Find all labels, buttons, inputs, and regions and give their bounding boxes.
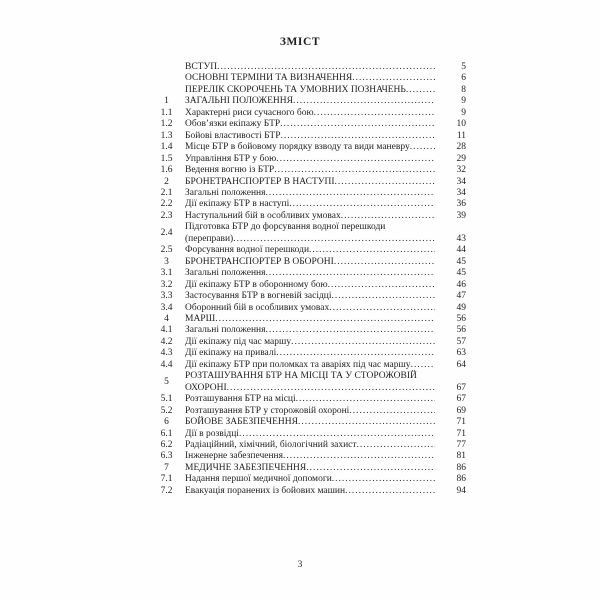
toc-entry-text: Радіаційний, хімічний, біологічний захист: [185, 439, 357, 450]
dot-leader: [266, 188, 436, 199]
toc-entry-title: [185, 474, 435, 485]
toc-entry-page: 44: [456, 245, 466, 256]
toc-entry: [148, 440, 466, 451]
toc-entry: [148, 417, 466, 428]
toc-entry-title: [185, 245, 435, 256]
toc-entry-page: 32: [456, 165, 466, 176]
toc-entry-page: 71: [456, 428, 466, 439]
toc-entry-line: [185, 165, 435, 176]
toc-entry-text: Форсування водної перешкоди: [185, 245, 310, 256]
toc-entry-page: 43: [456, 233, 466, 244]
toc-entry: [148, 188, 466, 199]
toc-entry-text: БРОНЕТРАНСПОРТЕР В ОБОРОНІ: [185, 256, 334, 267]
toc-entry-line: [185, 406, 435, 417]
toc-entry-title: [185, 337, 435, 348]
toc-entry-page: 71: [456, 417, 466, 428]
toc-entry-text: Розташування БТР на місці: [185, 394, 296, 405]
toc-entry: [148, 85, 466, 96]
toc-entry-text: Бойові властивості БТР: [185, 130, 281, 141]
toc-entry: [148, 257, 466, 268]
toc-entry-title: [185, 73, 435, 84]
toc-entry: [148, 222, 466, 245]
toc-entry-page: 69: [456, 405, 466, 416]
toc-entry-title: [185, 406, 435, 417]
toc-entry: [148, 451, 466, 462]
toc-entry-number: 2.5: [160, 245, 173, 256]
toc-entry-number: 1.6: [160, 165, 173, 176]
toc-entry-title: [185, 85, 435, 96]
toc-list: [148, 62, 466, 497]
toc-entry-text: Загальні положення: [185, 268, 266, 279]
toc-entry-title: [185, 371, 435, 394]
toc-entry: [148, 154, 466, 165]
toc-entry-line: [185, 85, 435, 96]
toc-entry-line: [185, 463, 435, 474]
toc-entry-number: 4.1: [160, 325, 173, 336]
toc-entry-number: 4.2: [160, 336, 173, 347]
toc-entry: [148, 325, 466, 336]
dot-leader: [227, 383, 435, 394]
toc-entry-line: [185, 268, 435, 279]
toc-entry-text: Дії екіпажу на привалі: [185, 348, 277, 359]
dot-leader: [276, 154, 435, 165]
toc-entry-page: 45: [456, 256, 466, 267]
toc-entry-title: [185, 463, 435, 474]
toc-entry-number: 2.2: [160, 199, 173, 210]
toc-entry-line: [185, 131, 435, 142]
toc-entry-number: 6: [164, 417, 169, 428]
toc-entry-line: [185, 96, 435, 107]
toc-entry-page: 57: [456, 336, 466, 347]
toc-entry-title: [185, 142, 435, 153]
toc-entry: [148, 165, 466, 176]
toc-entry-text: РОЗТАШУВАННЯ БТР НА МІСЦІ ТА У СТОРОЖОВІЙ: [185, 371, 417, 382]
dot-leader: [335, 177, 435, 188]
toc-entry-number: 2.1: [160, 187, 173, 198]
toc-entry-number: 4: [164, 313, 169, 324]
toc-entry-title: [185, 417, 435, 428]
toc-entry-text: Розташування БТР у сторожовій охороні: [185, 405, 350, 416]
toc-entry-title: [185, 108, 435, 119]
toc-entry-line: [185, 474, 435, 485]
toc-entry-number: 1.2: [160, 119, 173, 130]
toc-entry-text: Інженерне забезпечення: [185, 451, 283, 462]
toc-entry-line: [185, 62, 435, 73]
dot-leader: [309, 245, 435, 256]
toc-entry-text: Характерні риси сучасного бою: [185, 107, 314, 118]
dot-leader: [296, 394, 435, 405]
toc-entry-title: [185, 199, 435, 210]
toc-entry-line: [185, 188, 435, 199]
toc-entry-page: 6: [461, 73, 466, 84]
dot-leader: [266, 268, 436, 279]
toc-entry-line: [185, 211, 435, 222]
toc-entry-title: [185, 119, 435, 130]
toc-entry-title: [185, 211, 435, 222]
toc-entry: [148, 96, 466, 107]
toc-entry-text: Наступальний бій в особливих умовах: [185, 210, 341, 221]
toc-entry-text: Підготовка БТР до форсування водної перешкоди: [185, 222, 386, 233]
toc-entry-text: Дії екіпажу БТР при поломках та аваріях під час маршу: [185, 359, 411, 370]
page-title: ЗМІСТ: [279, 36, 321, 48]
toc-entry-title: [185, 96, 435, 107]
dot-leader: [406, 85, 435, 96]
toc-entry-page: 47: [456, 291, 466, 302]
dot-leader: [283, 451, 435, 462]
dot-leader: [276, 348, 435, 359]
toc-entry-page: 67: [456, 394, 466, 405]
toc-entry-page: 9: [461, 96, 466, 107]
toc-entry-number: 1: [164, 96, 169, 107]
toc-entry-page: 10: [456, 119, 466, 130]
toc-entry: [148, 360, 466, 371]
toc-entry-page: 56: [456, 313, 466, 324]
toc-entry-text: Дії екіпажу під час маршу: [185, 336, 292, 347]
toc-entry-page: 86: [456, 462, 466, 473]
toc-entry-text: Застосування БТР в вогневій засідці: [185, 291, 332, 302]
toc-entry-number: 7.1: [160, 474, 173, 485]
dot-leader: [233, 234, 435, 245]
toc-entry-line: [185, 383, 435, 394]
toc-entry-number: 4.4: [160, 359, 173, 370]
toc-entry-page: 86: [456, 474, 466, 485]
dot-leader: [217, 62, 435, 73]
dot-leader: [341, 211, 435, 222]
dot-leader: [266, 325, 436, 336]
toc-entry: [148, 62, 466, 73]
dot-leader: [332, 291, 435, 302]
dot-leader: [349, 406, 435, 417]
toc-entry-number: 3.4: [160, 302, 173, 313]
toc-entry-text: Дії в розвідці: [185, 428, 239, 439]
toc-entry-page: 45: [456, 268, 466, 279]
toc-entry-line: [185, 371, 435, 382]
toc-entry-page: 39: [456, 210, 466, 221]
toc-entry-line: [185, 360, 435, 371]
toc-entry-number: 6.2: [160, 439, 173, 450]
toc-entry: [148, 394, 466, 405]
toc-entry-number: 5.1: [160, 394, 173, 405]
toc-entry: [148, 268, 466, 279]
toc-entry-title: [185, 257, 435, 268]
toc-entry-title: [185, 440, 435, 451]
toc-entry: [148, 406, 466, 417]
toc-entry-line: [185, 348, 435, 359]
toc-entry-text: (переправи): [185, 233, 234, 244]
toc-entry-page: 63: [456, 348, 466, 359]
toc-entry-number: 3.2: [160, 279, 173, 290]
toc-entry-text: Дії екіпажу БТР в наступі: [185, 199, 290, 210]
toc-entry-text: Оборонний бій в особливих умовах: [185, 302, 330, 313]
dot-leader: [293, 96, 435, 107]
toc-entry-page: 34: [456, 176, 466, 187]
toc-entry-title: [185, 291, 435, 302]
toc-entry-title: [185, 131, 435, 142]
toc-entry-title: [185, 154, 435, 165]
toc-entry: [148, 177, 466, 188]
dot-leader: [328, 280, 435, 291]
toc-entry: [148, 474, 466, 485]
toc-entry-line: [185, 429, 435, 440]
toc-entry-text: Загальні положення: [185, 325, 266, 336]
toc-entry-line: [185, 245, 435, 256]
toc-entry-page: 56: [456, 325, 466, 336]
toc-entry-page: 94: [456, 485, 466, 496]
toc-entry: [148, 348, 466, 359]
toc-entry-page: 8: [461, 84, 466, 95]
toc-entry-text: МАРШ: [185, 313, 216, 324]
toc-entry-text: БРОНЕТРАНСПОРТЕР В НАСТУПІ: [185, 176, 335, 187]
toc-entry: [148, 199, 466, 210]
toc-entry-number: 6.1: [160, 428, 173, 439]
toc-entry-line: [185, 119, 435, 130]
toc-entry-page: 34: [456, 187, 466, 198]
toc-entry-number: 3.1: [160, 268, 173, 279]
toc-entry-line: [185, 325, 435, 336]
toc-entry: [148, 142, 466, 153]
toc-entry: [148, 73, 466, 84]
toc-entry: [148, 291, 466, 302]
toc-entry-title: [185, 486, 435, 497]
dot-leader: [215, 314, 435, 325]
toc-entry-number: 1.5: [160, 153, 173, 164]
toc-entry-text: Загальні положення: [185, 187, 266, 198]
toc-entry-title: [185, 360, 435, 371]
toc-entry-text: Надання першої медичної допомоги: [185, 474, 332, 485]
toc-entry-title: [185, 429, 435, 440]
toc-entry: [148, 211, 466, 222]
toc-entry-line: [185, 280, 435, 291]
toc-entry-text: Обов’язки екіпажу БТР: [185, 119, 281, 130]
toc-entry-title: [185, 325, 435, 336]
toc-entry-title: [185, 177, 435, 188]
toc-entry-text: Управління БТР у бою: [185, 153, 277, 164]
toc-entry-text: МЕДИЧНЕ ЗАБЕЗПЕЧЕННЯ: [185, 462, 307, 473]
dot-leader: [314, 108, 435, 119]
toc-entry: [148, 337, 466, 348]
dot-leader: [329, 303, 435, 314]
toc-entry-line: [185, 417, 435, 428]
dot-leader: [280, 119, 435, 130]
toc-entry-page: 49: [456, 302, 466, 313]
toc-entry-page: 29: [456, 153, 466, 164]
toc-entry-text: БОЙОВЕ ЗАБЕЗПЕЧЕННЯ: [185, 417, 298, 428]
toc-entry-page: 9: [461, 107, 466, 118]
dot-leader: [345, 486, 435, 497]
toc-entry-line: [185, 154, 435, 165]
toc-entry-number: 7: [164, 462, 169, 473]
toc-entry-page: 81: [456, 451, 466, 462]
toc-entry-page: 64: [456, 359, 466, 370]
toc-entry-text: Дії екіпажу БТР в оборонному бою: [185, 279, 328, 290]
toc-entry: [148, 303, 466, 314]
toc-entry-line: [185, 303, 435, 314]
dot-leader: [410, 142, 435, 153]
dot-leader: [352, 73, 435, 84]
toc-entry-number: 7.2: [160, 485, 173, 496]
toc-entry-line: [185, 337, 435, 348]
toc-entry-number: 5.2: [160, 405, 173, 416]
toc-entry-title: [185, 62, 435, 73]
toc-entry-title: [185, 222, 435, 245]
toc-entry-line: [185, 394, 435, 405]
dot-leader: [411, 360, 435, 371]
toc-entry-line: [185, 234, 435, 245]
toc-entry-number: 1.3: [160, 130, 173, 141]
toc-entry: [148, 119, 466, 130]
toc-entry-line: [185, 291, 435, 302]
dot-leader: [332, 474, 435, 485]
toc-entry-number: 6.3: [160, 451, 173, 462]
toc-entry-text: ОХОРОНІ: [185, 382, 227, 393]
toc-entry-number: 1.1: [160, 107, 173, 118]
toc-entry-page: 11: [456, 130, 466, 141]
toc-entry-number: 3.3: [160, 291, 173, 302]
toc-entry-line: [185, 440, 435, 451]
toc-entry: [148, 371, 466, 394]
toc-entry-title: [185, 268, 435, 279]
toc-entry-number: 3: [164, 256, 169, 267]
toc-entry: [148, 486, 466, 497]
footer-page-number: 3: [297, 560, 303, 570]
toc-entry-page: 28: [456, 142, 466, 153]
toc-entry-title: [185, 165, 435, 176]
toc-entry-title: [185, 303, 435, 314]
toc-entry-text: ОСНОВНІ ТЕРМІНИ ТА ВИЗНАЧЕННЯ: [185, 73, 353, 84]
toc-entry-title: [185, 394, 435, 405]
toc-entry-line: [185, 486, 435, 497]
dot-leader: [306, 463, 435, 474]
toc-entry-text: ПЕРЕЛІК СКОРОЧЕНЬ ТА УМОВНИХ ПОЗНАЧЕНЬ: [185, 84, 406, 95]
dot-leader: [357, 440, 435, 451]
toc-entry-text: ЗАГАЛЬНІ ПОЛОЖЕННЯ: [185, 96, 293, 107]
toc-entry-text: ВСТУП: [185, 62, 218, 72]
toc-entry-line: [185, 73, 435, 84]
dot-leader: [334, 257, 435, 268]
toc-entry-title: [185, 280, 435, 291]
toc-entry-line: [185, 177, 435, 188]
toc-entry-page: 67: [456, 382, 466, 393]
toc-entry-page: 77: [456, 439, 466, 450]
toc-entry-title: [185, 314, 435, 325]
dot-leader: [298, 417, 435, 428]
dot-leader: [291, 337, 435, 348]
dot-leader: [281, 131, 435, 142]
toc-entry: [148, 463, 466, 474]
toc-entry-number: 2.4: [160, 228, 173, 239]
toc-entry-page: 36: [456, 199, 466, 210]
toc-entry-line: [185, 222, 435, 233]
toc-entry: [148, 429, 466, 440]
toc-entry-title: [185, 348, 435, 359]
toc-entry-page: 5: [461, 62, 466, 72]
toc-entry-number: 1.4: [160, 142, 173, 153]
toc-entry-line: [185, 142, 435, 153]
toc-entry-line: [185, 199, 435, 210]
dot-leader: [239, 429, 435, 440]
dot-leader: [289, 199, 435, 210]
dot-leader: [274, 165, 435, 176]
toc-entry: [148, 245, 466, 256]
toc-entry-line: [185, 257, 435, 268]
toc-entry-text: Ведення вогню із БТР: [185, 165, 275, 176]
toc-entry-number: 2: [164, 176, 169, 187]
toc-entry-number: 5: [164, 376, 169, 387]
toc-entry-text: Місце БТР в бойовому порядку взводу та види маневру: [185, 142, 410, 153]
toc-entry: [148, 314, 466, 325]
toc-entry-line: [185, 108, 435, 119]
toc-entry-line: [185, 314, 435, 325]
toc-entry: [148, 108, 466, 119]
toc-entry-line: [185, 451, 435, 462]
toc-entry: [148, 131, 466, 142]
toc-entry-number: 2.3: [160, 210, 173, 221]
toc-entry-title: [185, 188, 435, 199]
toc-entry: [148, 280, 466, 291]
toc-entry-page: 46: [456, 279, 466, 290]
toc-entry-number: 4.3: [160, 348, 173, 359]
toc-entry-text: Евакуація поранених із бойових машин: [185, 485, 346, 496]
toc-entry-title: [185, 451, 435, 462]
